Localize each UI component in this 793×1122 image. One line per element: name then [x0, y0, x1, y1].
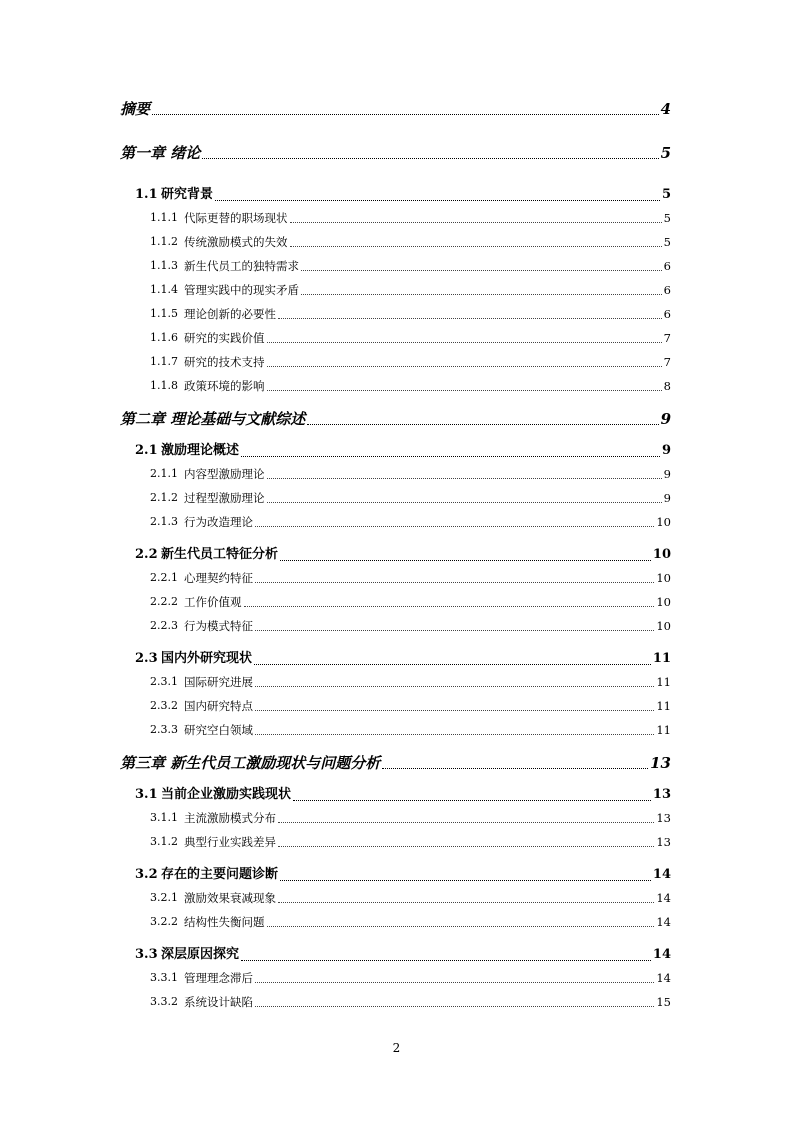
- toc-entry-level1[interactable]: [120, 408, 671, 430]
- dot-leader: [241, 456, 660, 457]
- toc-entry-level3[interactable]: [120, 329, 671, 347]
- dot-leader: [255, 982, 654, 983]
- dot-leader: [267, 390, 662, 391]
- toc-entry-title: 理论创新的必要性: [184, 307, 276, 321]
- toc-entry-number: 1.1.7: [150, 355, 178, 368]
- page-number: 2: [392, 1041, 401, 1055]
- toc-entry-page: 14: [656, 915, 671, 929]
- toc-entry-level3[interactable]: [120, 569, 671, 587]
- toc-entry-level3[interactable]: [120, 489, 671, 507]
- toc-entry-level3[interactable]: [120, 833, 671, 851]
- toc-entry-title: 行为模式特征: [184, 619, 253, 633]
- toc-entry-title: 工作价值观: [184, 595, 242, 609]
- dot-leader: [255, 734, 654, 735]
- dot-leader: [255, 710, 654, 711]
- toc-entry-level3[interactable]: [120, 697, 671, 715]
- dot-leader: [278, 318, 662, 319]
- dot-leader: [241, 960, 651, 961]
- toc-entry-level2[interactable]: [120, 441, 671, 461]
- dot-leader: [290, 222, 662, 223]
- toc-entry-number: 2.1.2: [150, 491, 178, 504]
- toc-entry-title: 研究的技术支持: [184, 355, 265, 369]
- toc-entry-level2[interactable]: [120, 865, 671, 885]
- toc-entry-number: 3.1.2: [150, 835, 178, 848]
- toc-entry-level3[interactable]: [120, 993, 671, 1011]
- toc-entry-page: 13: [656, 811, 671, 825]
- toc-entry-page: 14: [656, 891, 671, 905]
- toc-entry-page: 15: [656, 995, 671, 1009]
- toc-entry-level3[interactable]: [120, 889, 671, 907]
- toc-entry-title: 行为改造理论: [184, 515, 253, 529]
- toc-entry-page: 9: [660, 410, 671, 428]
- toc-entry-level2[interactable]: [120, 945, 671, 965]
- dot-leader: [280, 560, 651, 561]
- toc-entry-page: 10: [656, 595, 671, 609]
- toc-entry-page: 5: [660, 144, 671, 162]
- dot-leader: [152, 114, 659, 115]
- toc-entry-level1[interactable]: [120, 752, 671, 774]
- toc-entry-title: 研究的实践价值: [184, 331, 265, 345]
- toc-entry-page: 11: [656, 699, 671, 713]
- dot-leader: [244, 606, 655, 607]
- toc-entry-page: 10: [652, 547, 671, 562]
- dot-leader: [290, 246, 662, 247]
- toc-entry-number: 3.1: [135, 787, 158, 802]
- toc-entry-number: 1.1: [135, 187, 158, 202]
- toc-entry-level3[interactable]: [120, 969, 671, 987]
- toc-entry-number: 2.1.1: [150, 467, 178, 480]
- toc-entry-level3[interactable]: [120, 617, 671, 635]
- toc-entry-page: 10: [656, 619, 671, 633]
- dot-leader: [255, 526, 654, 527]
- toc-entry-number: 2.1.3: [150, 515, 178, 528]
- toc-entry-page: 14: [652, 947, 671, 962]
- toc-entry-number: 1.1.6: [150, 331, 178, 344]
- toc-entry-title: 政策环境的影响: [184, 379, 265, 393]
- toc-entry-title: 研究背景: [161, 187, 214, 202]
- toc-entry-page: 9: [663, 491, 671, 505]
- toc-entry-title: 激励效果衰减现象: [184, 891, 276, 905]
- toc-entry-level3[interactable]: [120, 257, 671, 275]
- dot-leader: [301, 294, 662, 295]
- toc-entry-page: 13: [656, 835, 671, 849]
- toc-entry-title: 系统设计缺陷: [184, 995, 253, 1009]
- toc-entry-title: 第二章 理论基础与文献综述: [120, 410, 306, 428]
- toc-entry-title: 管理实践中的现实矛盾: [184, 283, 299, 297]
- toc-entry-title: 代际更替的职场现状: [184, 211, 288, 225]
- toc-entry-title: 典型行业实践差异: [184, 835, 276, 849]
- toc-entry-level1[interactable]: [120, 142, 671, 164]
- toc-entry-level3[interactable]: [120, 673, 671, 691]
- toc-entry-number: 3.2.1: [150, 891, 178, 904]
- toc-entry-title: 存在的主要问题诊断: [161, 867, 279, 882]
- toc-entry-number: 2.3.2: [150, 699, 178, 712]
- toc-entry-page: 9: [661, 443, 671, 458]
- toc-entry-title: 新生代员工特征分析: [161, 547, 279, 562]
- toc-entry-number: 2.1: [135, 443, 158, 458]
- toc-entry-page: 10: [656, 571, 671, 585]
- toc-entry-level3[interactable]: [120, 513, 671, 531]
- toc-entry-page: 11: [656, 675, 671, 689]
- toc-entry-number: 2.2.3: [150, 619, 178, 632]
- toc-entry-title: 国内研究特点: [184, 699, 253, 713]
- dot-leader: [267, 478, 662, 479]
- toc-entry-number: 3.3.1: [150, 971, 178, 984]
- dot-leader: [280, 880, 651, 881]
- dot-leader: [293, 800, 651, 801]
- toc-entry-page: 13: [652, 787, 671, 802]
- toc-entry-number: 2.2.1: [150, 571, 178, 584]
- toc-entry-number: 2.3.1: [150, 675, 178, 688]
- toc-entry-title: 主流激励模式分布: [184, 811, 276, 825]
- toc-entry-level3[interactable]: [120, 809, 671, 827]
- toc-entry-page: 10: [656, 515, 671, 529]
- toc-entry-number: 2.2.2: [150, 595, 178, 608]
- toc-entry-number: 2.2: [135, 547, 158, 562]
- toc-entry-level3[interactable]: [120, 593, 671, 611]
- toc-entry-title: 过程型激励理论: [184, 491, 265, 505]
- toc-entry-level3[interactable]: [120, 377, 671, 395]
- dot-leader: [267, 502, 662, 503]
- toc-entry-level3[interactable]: [120, 233, 671, 251]
- toc-entry-page: 7: [663, 355, 671, 369]
- toc-entry-page: 14: [656, 971, 671, 985]
- toc-entry-title: 管理理念滞后: [184, 971, 253, 985]
- toc-entry-page: 5: [663, 235, 671, 249]
- toc-entry-page: 6: [663, 283, 671, 297]
- toc-entry-title: 摘要: [120, 100, 151, 118]
- toc-entry-level3[interactable]: [120, 281, 671, 299]
- toc-entry-title: 深层原因探究: [161, 947, 240, 962]
- toc-entry-page: 14: [652, 867, 671, 882]
- dot-leader: [202, 158, 658, 159]
- toc-entry-title: 研究空白领域: [184, 723, 253, 737]
- toc-entry-level1[interactable]: [120, 98, 671, 120]
- dot-leader: [255, 582, 654, 583]
- toc-entry-number: 2.3.3: [150, 723, 178, 736]
- toc-entry-title: 第一章 绪论: [120, 144, 201, 162]
- toc-entry-page: 9: [663, 467, 671, 481]
- toc-entry-level2[interactable]: [120, 785, 671, 805]
- dot-leader: [255, 1006, 654, 1007]
- toc-entry-number: 3.2.2: [150, 915, 178, 928]
- toc-entry-number: 1.1.5: [150, 307, 178, 320]
- toc-entry-page: 4: [660, 100, 671, 118]
- dot-leader: [301, 270, 662, 271]
- dot-leader: [382, 768, 648, 769]
- toc-entry-page: 11: [656, 723, 671, 737]
- toc-entry-level3[interactable]: [120, 465, 671, 483]
- toc-entry-level3[interactable]: [120, 353, 671, 371]
- toc-entry-title: 传统激励模式的失效: [184, 235, 288, 249]
- toc-entry-page: 5: [663, 211, 671, 225]
- toc-entry-level3[interactable]: [120, 913, 671, 931]
- toc-entry-title: 激励理论概述: [161, 443, 240, 458]
- toc-entry-page: 8: [663, 379, 671, 393]
- toc-entry-number: 3.3.2: [150, 995, 178, 1008]
- toc-entry-title: 心理契约特征: [184, 571, 253, 585]
- dot-leader: [307, 424, 658, 425]
- toc-entry-title: 第三章 新生代员工激励现状与问题分析: [120, 754, 381, 772]
- toc-entry-number: 1.1.4: [150, 283, 178, 296]
- dot-leader: [267, 926, 655, 927]
- toc-entry-title: 国内外研究现状: [161, 651, 253, 666]
- toc-entry-page: 13: [650, 754, 671, 772]
- dot-leader: [254, 664, 651, 665]
- toc-entry-page: 7: [663, 331, 671, 345]
- toc-entry-title: 内容型激励理论: [184, 467, 265, 481]
- dot-leader: [278, 846, 654, 847]
- toc-entry-level2[interactable]: [120, 185, 671, 205]
- toc-entry-level2[interactable]: [120, 649, 671, 669]
- dot-leader: [255, 686, 654, 687]
- toc-entry-level3[interactable]: [120, 721, 671, 739]
- dot-leader: [215, 200, 660, 201]
- toc-entry-number: 3.2: [135, 867, 158, 882]
- toc-entry-number: 1.1.2: [150, 235, 178, 248]
- toc-entry-page: 5: [661, 187, 671, 202]
- dot-leader: [278, 822, 654, 823]
- dot-leader: [267, 342, 662, 343]
- dot-leader: [278, 902, 654, 903]
- toc-entry-number: 1.1.1: [150, 211, 178, 224]
- toc-entry-title: 结构性失衡问题: [184, 915, 265, 929]
- toc-entry-level2[interactable]: [120, 545, 671, 565]
- dot-leader: [267, 366, 662, 367]
- toc-entry-number: 3.3: [135, 947, 158, 962]
- toc-entry-level3[interactable]: [120, 209, 671, 227]
- toc-entry-number: 2.3: [135, 651, 158, 666]
- dot-leader: [255, 630, 654, 631]
- toc-entry-number: 3.1.1: [150, 811, 178, 824]
- toc-entry-page: 6: [663, 259, 671, 273]
- toc-entry-title: 新生代员工的独特需求: [184, 259, 299, 273]
- toc-entry-page: 11: [652, 651, 671, 666]
- toc-entry-number: 1.1.3: [150, 259, 178, 272]
- toc-entry-title: 国际研究进展: [184, 675, 253, 689]
- toc-entry-title: 当前企业激励实践现状: [161, 787, 292, 802]
- toc-entry-number: 1.1.8: [150, 379, 178, 392]
- toc-entry-page: 6: [663, 307, 671, 321]
- toc-entry-level3[interactable]: [120, 305, 671, 323]
